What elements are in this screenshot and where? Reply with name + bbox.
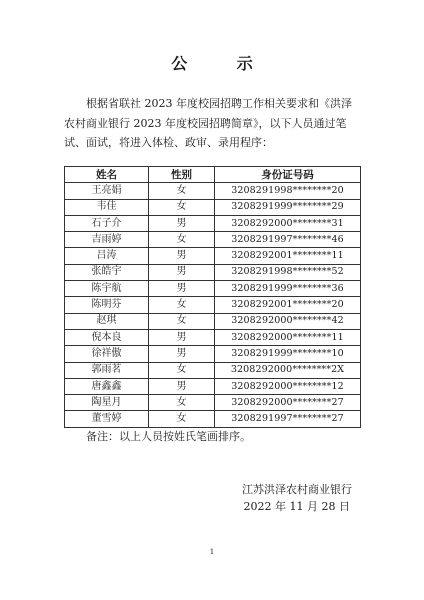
cell-name: 郭雨茗 xyxy=(65,362,149,378)
cell-gender: 女 xyxy=(149,313,215,329)
cell-id-number: 3208291997********27 xyxy=(215,411,361,427)
cell-gender: 男 xyxy=(149,248,215,264)
table-row xyxy=(65,313,361,329)
cell-name: 唐鑫鑫 xyxy=(65,378,149,394)
table-row xyxy=(65,346,361,362)
cell-id-number: 3208292000********2X xyxy=(215,362,361,378)
cell-gender: 女 xyxy=(149,183,215,199)
cell-name: 王亮娟 xyxy=(65,183,149,199)
cell-gender: 男 xyxy=(149,329,215,345)
cell-name: 吉雨婷 xyxy=(65,232,149,248)
table-row xyxy=(65,264,361,280)
table-row xyxy=(65,297,361,313)
page-number: 1 xyxy=(209,548,215,556)
cell-name: 陈明芬 xyxy=(65,297,149,313)
cell-id-number: 3208291997********46 xyxy=(215,232,361,248)
cell-id-number: 3208291999********29 xyxy=(215,199,361,215)
page-title: 公 示 xyxy=(171,54,275,73)
cell-gender: 女 xyxy=(149,395,215,411)
table-row xyxy=(65,411,361,427)
cell-name: 石子介 xyxy=(65,215,149,231)
cell-id-number: 3208292000********31 xyxy=(215,215,361,231)
cell-name: 张皓宇 xyxy=(65,264,149,280)
table-row xyxy=(65,215,361,231)
header-gender: 性别 xyxy=(149,167,215,183)
announcement-intro: 根据省联社 2023 年度校园招聘工作相关要求和《洪泽农村商业银行 2023 年度校园招聘简章》，以下人员通过笔试、面试，将进入体检、政审、录用程序： xyxy=(64,97,352,149)
cell-gender: 男 xyxy=(149,378,215,394)
cell-gender: 女 xyxy=(149,297,215,313)
cell-id-number: 3208292000********27 xyxy=(215,395,361,411)
table-row xyxy=(65,199,361,215)
header-id-number: 身份证号码 xyxy=(215,167,361,183)
cell-name: 吕涛 xyxy=(65,248,149,264)
cell-gender: 男 xyxy=(149,215,215,231)
cell-id-number: 3208291998********20 xyxy=(215,183,361,199)
table-row xyxy=(65,378,361,394)
header-name: 姓名 xyxy=(65,167,149,183)
cell-name: 赵琪 xyxy=(65,313,149,329)
cell-name: 董雪婷 xyxy=(65,411,149,427)
table-row xyxy=(65,232,361,248)
table-header-row xyxy=(65,167,361,183)
table-row xyxy=(65,329,361,345)
cell-name: 陈宇航 xyxy=(65,281,149,297)
issue-date: 2022 年 11 月 28 日 xyxy=(243,500,350,513)
cell-id-number: 3208292001********11 xyxy=(215,248,361,264)
cell-id-number: 3208292000********42 xyxy=(215,313,361,329)
cell-name: 倪本良 xyxy=(65,329,149,345)
cell-gender: 男 xyxy=(149,346,215,362)
cell-id-number: 3208291998********52 xyxy=(215,264,361,280)
cell-name: 韦佳 xyxy=(65,199,149,215)
table-row xyxy=(65,395,361,411)
cell-id-number: 3208291999********10 xyxy=(215,346,361,362)
cell-id-number: 3208292000********12 xyxy=(215,378,361,394)
cell-name: 陶星月 xyxy=(65,395,149,411)
cell-gender: 男 xyxy=(149,264,215,280)
cell-id-number: 3208292000********11 xyxy=(215,329,361,345)
table-row xyxy=(65,183,361,199)
candidate-table xyxy=(64,166,361,428)
cell-id-number: 3208292001********20 xyxy=(215,297,361,313)
cell-name: 徐祥傲 xyxy=(65,346,149,362)
cell-gender: 女 xyxy=(149,362,215,378)
cell-id-number: 3208291999********36 xyxy=(215,281,361,297)
cell-gender: 女 xyxy=(149,199,215,215)
cell-gender: 女 xyxy=(149,411,215,427)
table-row xyxy=(65,362,361,378)
cell-gender: 男 xyxy=(149,281,215,297)
table-row xyxy=(65,248,361,264)
table-row xyxy=(65,281,361,297)
cell-gender: 女 xyxy=(149,232,215,248)
issuing-organization: 江苏洪泽农村商业银行 xyxy=(242,483,352,496)
footnote: 备注：以上人员按姓氏笔画排序。 xyxy=(86,430,251,443)
